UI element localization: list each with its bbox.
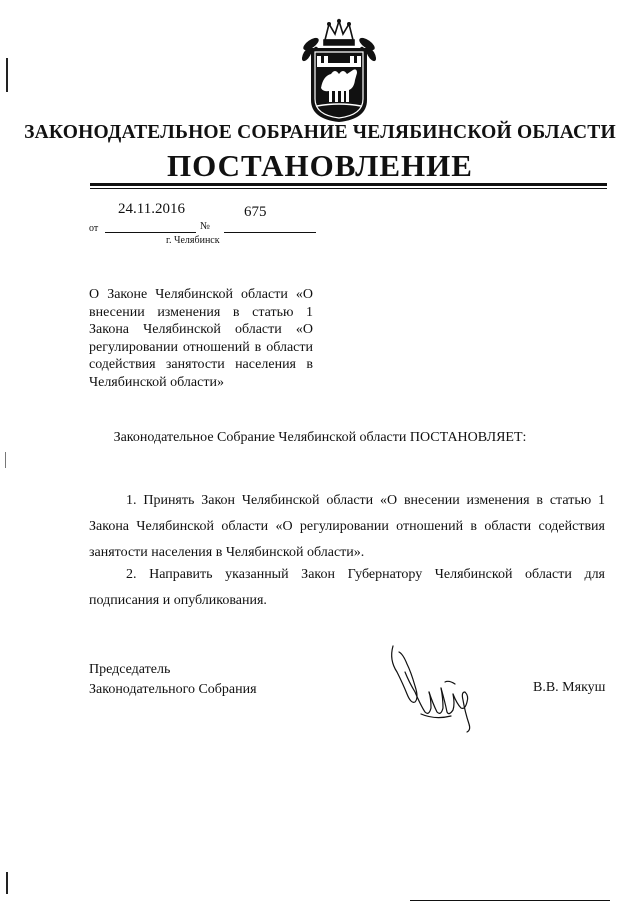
resolution-item: 2. Направить указанный Закон Губернатору Челябинской области для подписания и опубликования. bbox=[89, 567, 605, 608]
organization-name: ЗАКОНОДАТЕЛЬНОЕ СОБРАНИЕ ЧЕЛЯБИНСКОЙ ОБЛАСТИ bbox=[24, 122, 616, 143]
number-underline bbox=[224, 232, 316, 233]
header-rule-thin bbox=[90, 188, 607, 189]
footer-rule bbox=[410, 900, 610, 901]
document-number: 675 bbox=[244, 204, 267, 220]
resolution-item: 1. Принять Закон Челябинской области «О внесении изменения в статью 1 Закона Челябинской области «О регулировании отношений в области содействия занятости населения в Челябинской области». bbox=[89, 493, 605, 560]
resolution-preamble: Законодательное Собрание Челябинской области ПОСТАНОВЛЯЕТ: bbox=[113, 430, 527, 445]
date-underline bbox=[105, 232, 196, 233]
chelyabinsk-coat-of-arms-icon bbox=[299, 18, 379, 124]
signer-name: В.В. Мякуш bbox=[533, 680, 606, 695]
city-label: г. Челябинск bbox=[166, 235, 220, 246]
signer-title-line: Законодательного Собрания bbox=[89, 682, 257, 697]
document-subject: О Законе Челябинской области «О внесении изменения в статью 1 Закона Челябинской области «О регулировании отношений в области содействия занятости населения в Челябинской области» bbox=[89, 287, 313, 390]
header-rule-thick bbox=[90, 183, 607, 186]
date-prefix-label: от bbox=[89, 223, 99, 234]
document-type-title: ПОСТАНОВЛЕНИЕ bbox=[167, 148, 473, 183]
scan-mark-middle bbox=[5, 452, 6, 468]
scan-mark-bottom bbox=[6, 872, 8, 894]
document-date: 24.11.2016 bbox=[118, 201, 185, 217]
signer-title-line: Председатель bbox=[89, 662, 171, 677]
number-prefix-label: № bbox=[200, 221, 211, 232]
scan-mark-top bbox=[6, 58, 8, 92]
handwritten-signature-icon bbox=[385, 642, 485, 734]
signer-title bbox=[89, 660, 257, 700]
